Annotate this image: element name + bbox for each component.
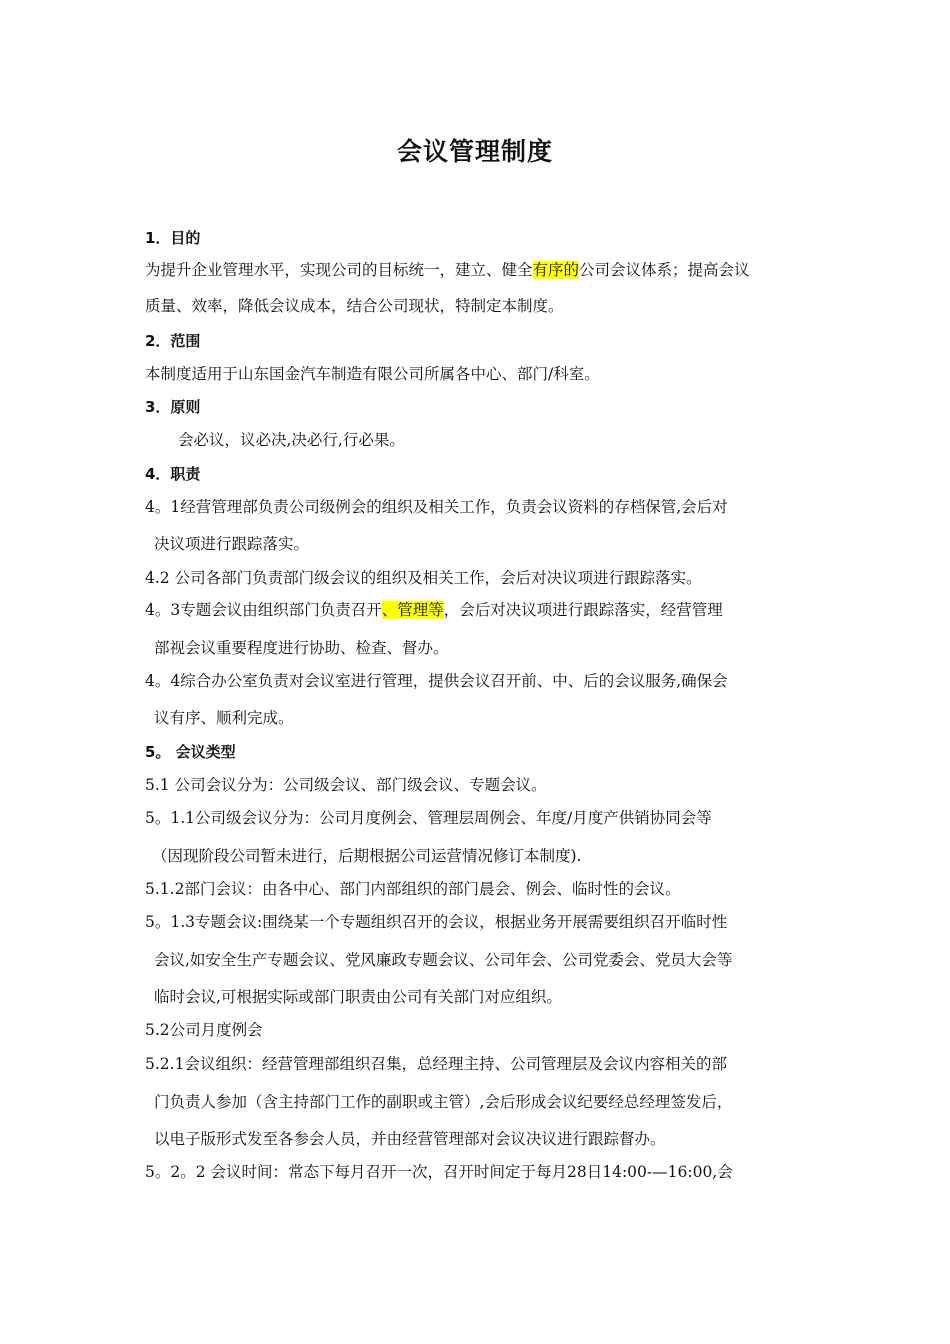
paragraph-line: 以电子版形式发至各参会人员，并由经营管理部对会议决议进行跟踪督办。 bbox=[154, 1130, 666, 1148]
highlighted-text: 、管理等 bbox=[381, 601, 444, 619]
paragraph-line: 决议项进行跟踪落实。 bbox=[154, 535, 310, 553]
paragraph-line: 5.2.1会议组织：经营管理部组织召集，总经理主持、公司管理层及会议内容相关的部 bbox=[145, 1055, 727, 1073]
paragraph-line: 部视会议重要程度进行协助、检查、督办。 bbox=[154, 639, 449, 657]
section-heading-scope: 2．范围 bbox=[145, 332, 201, 350]
paragraph-line: 4。1经营管理部负责公司级例会的组织及相关工作，负责会议资料的存档保管,会后对 bbox=[145, 498, 728, 516]
paragraph-line: 5。2。2 会议时间：常态下每月召开一次，召开时间定于每月28日14:00-—16:00,会 bbox=[145, 1163, 733, 1181]
paragraph-line: 5.2公司月度例会 bbox=[145, 1021, 263, 1039]
text-run: 4。3专题会议由组织部门负责召开 bbox=[145, 601, 382, 619]
paragraph-line bbox=[145, 600, 723, 620]
text-run: ，会后对决议项进行跟踪落实，经营管理 bbox=[443, 601, 723, 619]
section-heading-duties: 4．职责 bbox=[145, 465, 201, 483]
paragraph-line: 会必议，议必决,决必行,行必果。 bbox=[178, 431, 405, 449]
paragraph-line bbox=[145, 260, 750, 280]
paragraph-line: 会议,如安全生产专题会议、党风廉政专题会议、公司年会、公司党委会、党员大会等 bbox=[154, 951, 733, 969]
paragraph-line: 本制度适用于山东国金汽车制造有限公司所属各中心、部门/科室。 bbox=[145, 365, 600, 383]
section-heading-meeting-types: 5。 会议类型 bbox=[145, 743, 236, 761]
highlighted-text: 有序的 bbox=[532, 261, 580, 279]
paragraph-line: 5。1.1公司级会议分为：公司月度例会、管理层周例会、年度/月度产供销协同会等 bbox=[145, 809, 712, 827]
paragraph-line: 5。1.3专题会议:围绕某一个专题组织召开的会议，根据业务开展需要组织召开临时性 bbox=[145, 913, 728, 931]
paragraph-line: 4。4综合办公室负责对会议室进行管理，提供会议召开前、中、后的会议服务,确保会 bbox=[145, 672, 728, 690]
paragraph-line: 门负责人参加（含主持部门工作的副职或主管）,会后形成会议纪要经总经理签发后， bbox=[154, 1093, 733, 1111]
paragraph-line: 临时会议,可根据实际或部门职责由公司有关部门对应组织。 bbox=[154, 988, 562, 1006]
document-title: 会议管理制度 bbox=[396, 137, 553, 166]
paragraph-line: （因现阶段公司暂未进行，后期根据公司运营情况修订本制度). bbox=[152, 847, 582, 865]
paragraph-line: 4.2 公司各部门负责部门级会议的组织及相关工作，会后对决议项进行跟踪落实。 bbox=[145, 569, 702, 587]
section-heading-principle: 3．原则 bbox=[145, 398, 201, 416]
text-run: 公司会议体系；提高会议 bbox=[579, 261, 750, 279]
paragraph-line: 质量、效率，降低会议成本，结合公司现状，特制定本制度。 bbox=[145, 297, 564, 315]
section-heading-purpose: 1．目的 bbox=[145, 229, 201, 247]
paragraph-line: 议有序、顺利完成。 bbox=[154, 709, 294, 727]
paragraph-line: 5.1 公司会议分为：公司级会议、部门级会议、专题会议。 bbox=[145, 776, 547, 794]
paragraph-line: 5.1.2部门会议：由各中心、部门内部组织的部门晨会、例会、临时性的会议。 bbox=[145, 880, 681, 898]
text-run: 为提升企业管理水平，实现公司的目标统一，建立、健全 bbox=[145, 261, 533, 279]
